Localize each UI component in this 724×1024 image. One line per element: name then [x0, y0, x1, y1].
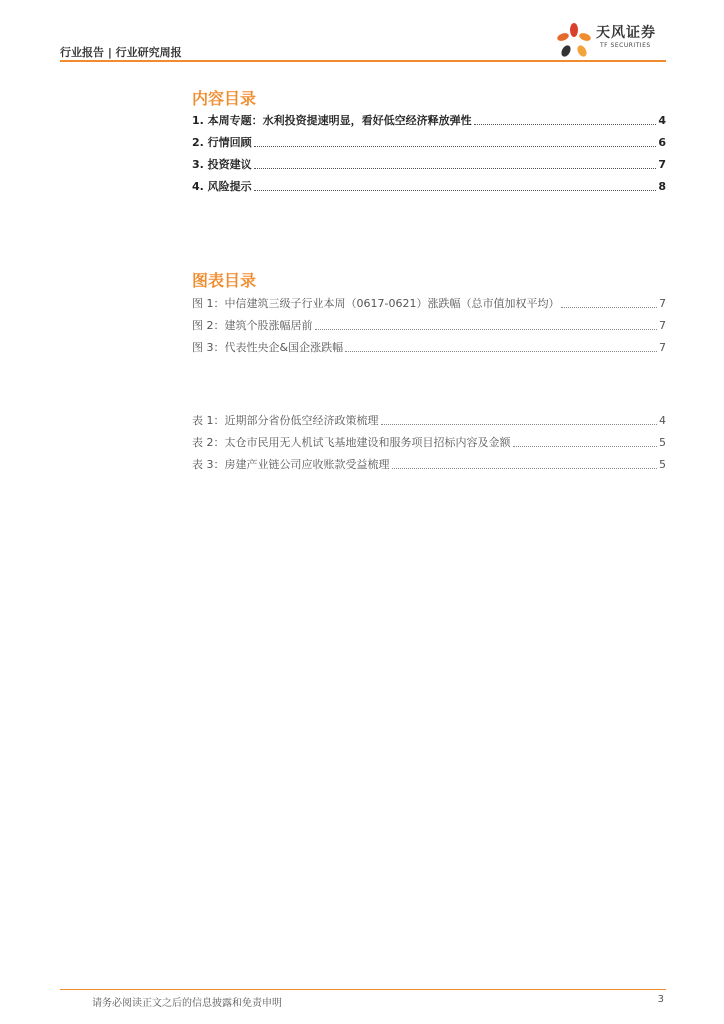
toc-item-label: 4. 风险提示	[192, 180, 252, 193]
header-divider	[60, 60, 666, 62]
figures-title: 图表目录	[192, 271, 257, 290]
table-item-label: 表 2：太仓市民用无人机试飞基地建设和服务项目招标内容及金额	[192, 436, 511, 449]
figure-item-page: 7	[659, 319, 666, 332]
table-item-label: 表 1：近期部分省份低空经济政策梳理	[192, 414, 379, 427]
logo-text: 天风证券	[596, 25, 656, 41]
table-item-label: 表 3：房建产业链公司应收账款受益梳理	[192, 458, 390, 471]
figure-item-label: 图 3：代表性央企&国企涨跌幅	[192, 341, 344, 354]
table-item-page: 4	[659, 414, 666, 427]
figure-item-page: 7	[659, 297, 666, 310]
figure-item-page: 7	[659, 341, 666, 354]
dot-leader	[392, 467, 658, 469]
toc-item[interactable]	[192, 114, 666, 128]
company-logo	[554, 22, 666, 64]
toc-item[interactable]	[192, 136, 666, 150]
dot-leader	[254, 167, 657, 169]
table-item-page: 5	[659, 458, 666, 471]
figure-item-label: 图 1：中信建筑三级子行业本周（0617-0621）涨跌幅（总市值加权平均）	[192, 297, 560, 310]
dot-leader	[254, 189, 657, 191]
table-item-page: 5	[659, 436, 666, 449]
table-item[interactable]	[192, 436, 666, 450]
dot-leader	[561, 306, 657, 308]
figure-item[interactable]	[192, 341, 666, 355]
logo-subtext: TF SECURITIES	[600, 42, 651, 49]
dot-leader	[345, 350, 657, 352]
footer-disclaimer: 请务必阅读正文之后的信息披露和免责申明	[92, 998, 282, 1009]
toc-item-label: 2. 行情回顾	[192, 136, 252, 149]
toc-item-label: 3. 投资建议	[192, 158, 252, 171]
report-type-label: 行业报告 | 行业研究周报	[60, 46, 182, 59]
toc-item-page: 7	[658, 158, 666, 171]
table-item[interactable]	[192, 458, 666, 472]
dot-leader	[254, 145, 657, 147]
toc-item-page: 8	[658, 180, 666, 193]
footer-divider	[60, 989, 666, 990]
toc-item[interactable]	[192, 180, 666, 194]
toc-item-label: 1. 本周专题：水利投资提速明显，看好低空经济释放弹性	[192, 114, 472, 127]
page-number: 3	[657, 994, 664, 1005]
contents-title: 内容目录	[192, 89, 257, 108]
dot-leader	[381, 423, 658, 425]
figure-item-label: 图 2：建筑个股涨幅居前	[192, 319, 313, 332]
dot-leader	[474, 123, 657, 125]
flower-logo-icon	[554, 22, 594, 62]
toc-item-page: 6	[658, 136, 666, 149]
dot-leader	[315, 328, 658, 330]
dot-leader	[513, 445, 658, 447]
figure-item[interactable]	[192, 319, 666, 333]
figure-item[interactable]	[192, 297, 666, 311]
toc-item-page: 4	[658, 114, 666, 127]
toc-item[interactable]	[192, 158, 666, 172]
table-item[interactable]	[192, 414, 666, 428]
